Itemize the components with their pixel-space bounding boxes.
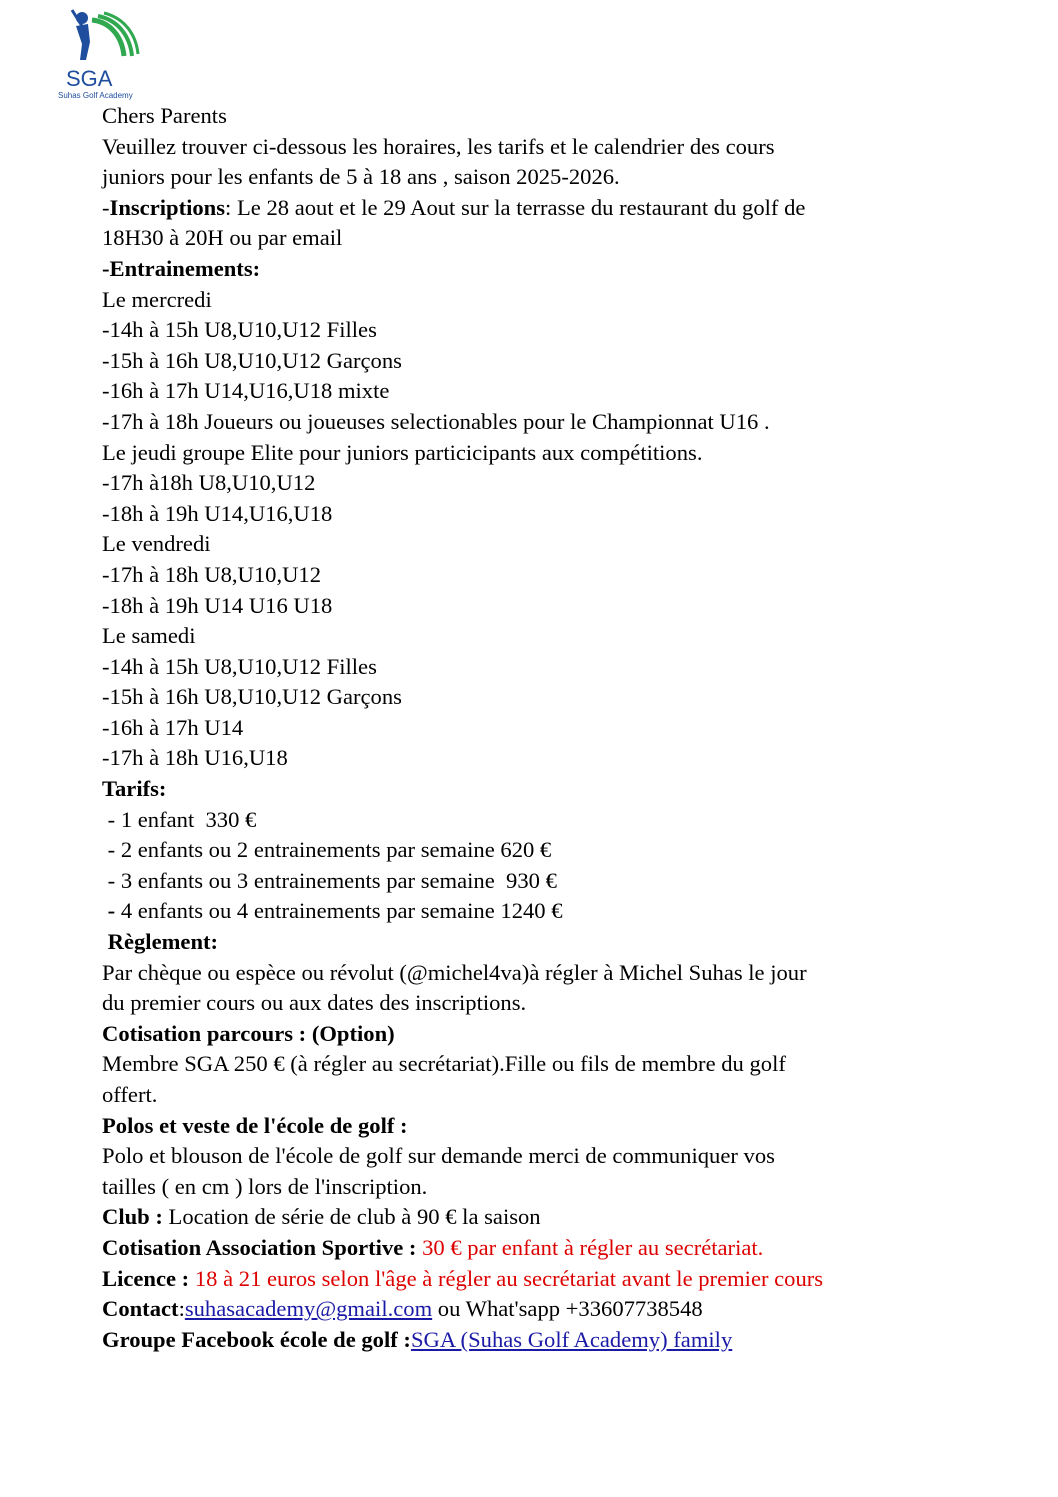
schedule-line: -16h à 17h U14,U16,U18 mixte [102, 378, 390, 404]
schedule-line: -17h à 18h U16,U18 [102, 745, 288, 771]
schedule-line: -18h à 19h U14 U16 U18 [102, 592, 333, 618]
polos-heading: Polos et veste de l'école de golf : [102, 1112, 408, 1138]
inscriptions-text-cont: 18H30 à 20H ou par email [102, 225, 343, 251]
tarif-item: - 2 enfants ou 2 entrainements par semaine 620 € [102, 837, 552, 863]
reglement-heading: Règlement: [102, 929, 219, 955]
facebook-label: Groupe Facebook école de golf : [102, 1326, 411, 1352]
schedule-line: Le samedi [102, 623, 196, 649]
schedule-line: -15h à 16h U8,U10,U12 Garçons [102, 347, 402, 373]
inscriptions-text: : Le 28 aout et le 29 Aout sur la terrasse du restaurant du golf de [225, 194, 806, 220]
club-line [102, 1202, 1002, 1233]
schedule-line: -14h à 15h U8,U10,U12 Filles [102, 653, 377, 679]
logo-text: SGA [66, 66, 113, 91]
contact-colon: : [178, 1296, 185, 1322]
facebook-line [102, 1325, 1002, 1356]
cotisation-as-text: 30 € par enfant à régler au secrétariat. [416, 1234, 764, 1260]
schedule-line: Le mercredi [102, 286, 212, 312]
tarif-item [102, 896, 1002, 927]
inscriptions-line [102, 193, 1002, 224]
club-label: Club : [102, 1204, 163, 1230]
cotisation-parcours-heading: Cotisation parcours : (Option) [102, 1020, 395, 1046]
cotisation-parcours-line: offert. [102, 1082, 158, 1107]
tarif-text: 4 enfants ou 4 entrainements par semaine 1240 € [115, 898, 563, 924]
schedule-line: -15h à 16h U8,U10,U12 Garçons [102, 684, 402, 710]
tarif-item: - 3 enfants ou 3 entrainements par semaine 930 € [102, 867, 557, 893]
reglement-line: Par chèque ou espèce ou révolut (@michel4va)à régler à Michel Suhas le jour [102, 959, 807, 985]
document-body [102, 101, 1002, 1355]
inscriptions-dash: - [102, 194, 110, 220]
intro-line: Veuillez trouver ci-dessous les horaires, les tarifs et le calendrier des cours [102, 133, 775, 159]
cotisation-as-label: Cotisation Association Sportive : [102, 1234, 417, 1260]
schedule-line: -16h à 17h U14 [102, 714, 244, 740]
licence-text: 18 à 21 euros selon l'âge à régler au secrétariat avant le premier cours [189, 1265, 824, 1291]
licence-line [102, 1264, 1002, 1295]
tarifs-heading: Tarifs: [102, 776, 167, 802]
cotisation-as-line [102, 1233, 1002, 1264]
tarif-item: - 1 enfant 330 € [102, 806, 257, 832]
licence-label: Licence : [102, 1265, 190, 1291]
inscriptions-label: Inscriptions [109, 194, 226, 220]
facebook-group-link[interactable]: SGA (Suhas Golf Academy) family [410, 1326, 733, 1352]
polos-line: tailles ( en cm ) lors de l'inscription. [102, 1173, 428, 1199]
entrainements-heading: -Entrainements: [102, 255, 261, 281]
contact-label: Contact [102, 1296, 179, 1322]
schedule-line: -14h à 15h U8,U10,U12 Filles [102, 317, 377, 343]
cotisation-parcours-line: Membre SGA 250 € (à régler au secrétariat).Fille ou fils de membre du golf [102, 1051, 786, 1077]
polos-line: Polo et blouson de l'école de golf sur demande merci de communiquer vos [102, 1143, 775, 1169]
schedule-line: -17h à18h U8,U10,U12 [102, 470, 316, 496]
logo-subtitle: Suhas Golf Academy [58, 91, 133, 100]
contact-line [102, 1294, 1002, 1325]
tarif-dash: - [102, 898, 116, 924]
sga-logo [52, 6, 148, 100]
schedule-line: -17h à 18h U8,U10,U12 [102, 561, 322, 587]
email-link[interactable]: suhasacademy@gmail.com [184, 1296, 433, 1322]
reglement-line: du premier cours ou aux dates des inscriptions. [102, 990, 527, 1016]
schedule-line: -17h à 18h Joueurs ou joueuses selectionables pour le Championnat U16 . [102, 408, 770, 434]
greeting: Chers Parents [102, 103, 227, 128]
club-text: Location de série de club à 90 € la saison [162, 1204, 541, 1230]
intro-line: juniors pour les enfants de 5 à 18 ans , saison 2025-2026. [102, 164, 620, 190]
schedule-line: -18h à 19h U14,U16,U18 [102, 500, 333, 526]
schedule-line: Le vendredi [102, 531, 211, 557]
schedule-line: Le jeudi groupe Elite pour juniors particicipants aux compétitions. [102, 439, 703, 465]
contact-text: ou What'sapp +33607738548 [432, 1296, 703, 1322]
